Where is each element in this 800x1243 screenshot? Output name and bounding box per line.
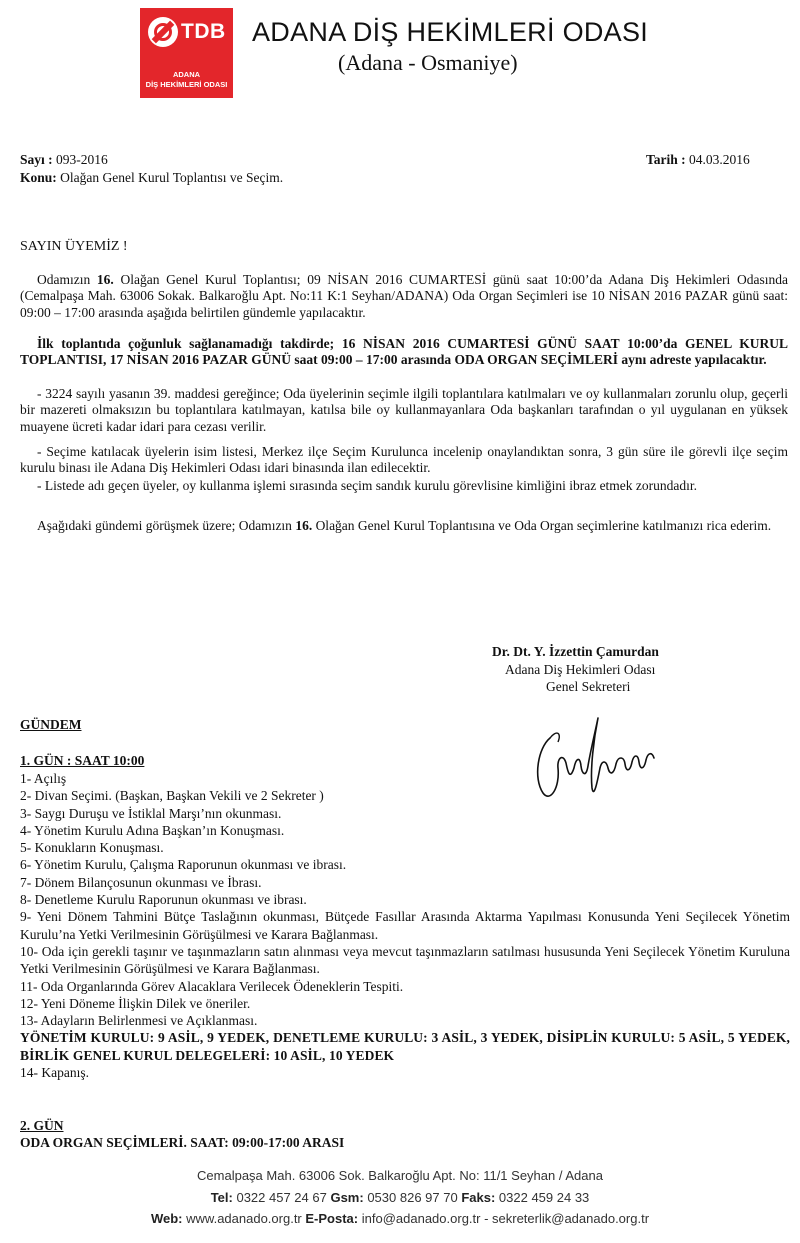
p6-text-b: 16. [295, 518, 313, 533]
paragraph-meeting-info [20, 272, 788, 321]
signatory-role: Genel Sekreteri [546, 679, 631, 694]
email-label: E-Posta: [305, 1211, 359, 1226]
paragraph-id-requirement: - Listede adı geçen üyeler, oy kullanma işlemi sırasında seçim sandık kurulu görevlisine kimliğini ibraz etmek zorundadır. [37, 478, 698, 493]
agenda-item: 1- Açılış [20, 771, 67, 786]
p1-text-a: Odamızın [37, 272, 97, 287]
agenda-item: 10- Oda için gerekli taşınır ve taşınmazların satın alınması veya mevcut taşınmazların satılması hususunda Yeni Seçilecek Yönetim Kuruluna Yetki Verilmesinin Görüşülmesi ve Karara Bağlanması. [20, 943, 790, 977]
faks-label: Faks: [461, 1190, 496, 1205]
paragraph-quorum: İlk toplantıda çoğunluk sağlanamadığı takdirde; 16 NİSAN 2016 CUMARTESİ GÜNÜ SAAT 10:00’da GENEL KURUL TOPLANTISI, 17 NİSAN 2016 PAZAR GÜNÜ saat 09:00 – 17:00 arasında ODA ORGAN SEÇİMLERİ aynı adreste yapılacaktır. [20, 336, 788, 368]
signatory-name: Dr. Dt. Y. İzzettin Çamurdan [492, 644, 659, 659]
tdb-logo [140, 8, 233, 98]
agenda-day2: 2. GÜN [20, 1118, 64, 1133]
agenda-item: 6- Yönetim Kurulu, Çalışma Raporunun okunması ve ibrası. [20, 857, 347, 873]
paragraph-voter-list: - Seçime katılacak üyelerin isim listesi, Merkez ilçe Seçim Kurulunca incelenip onaylandıktan sonra, 3 gün süre ile görevli ilçe seçim kurulu binası ile Adana Diş Hekimleri Odası idari binasında ilan edilecektir. [20, 444, 788, 476]
logo-subtitle [140, 70, 233, 90]
p1-text-b: 16. [96, 272, 114, 287]
agenda-item: 12- Yeni Döneme İlişkin Dilek ve öneriler. [20, 995, 251, 1011]
greeting: SAYIN ÜYEMİZ ! [20, 239, 128, 254]
signatory-org: Adana Diş Hekimleri Odası [505, 662, 656, 677]
agenda-item: 14- Kapanış. [20, 1065, 89, 1081]
logo-sub-line1: ADANA [172, 70, 201, 79]
agenda-item: 13- Adayların Belirlenmesi ve Açıklanması. [20, 1013, 258, 1029]
org-subtitle: (Adana - Osmaniye) [338, 50, 518, 75]
email-link[interactable]: info@adanado.org.tr - sekreterlik@adanado.org.tr [361, 1211, 650, 1226]
tdb-logo-emblem-icon [148, 17, 178, 47]
reference-number [20, 152, 108, 168]
footer-web [0, 1211, 800, 1226]
agenda-item: 8- Denetleme Kurulu Raporunun okunması ve ibrası. [20, 892, 307, 908]
agenda-item: 3- Saygı Duruşu ve İstiklal Marşı’nın okunması. [20, 805, 282, 821]
logo-text: TDB [181, 20, 226, 43]
agenda-boards: YÖNETİM KURULU: 9 ASİL, 9 YEDEK, DENETLEME KURULU: 3 ASİL, 3 YEDEK, DİSİPLİN KURULU: 5 ASİL, 5 YEDEK, BİRLİK GENEL KURUL DELEGELERİ: 10 ASİL, 10 YEDEK [20, 1030, 790, 1063]
footer-phones [0, 1190, 800, 1205]
agenda-item: 4- Yönetim Kurulu Adına Başkan’ın Konuşması. [20, 822, 285, 838]
p6-text-c: Olağan Genel Kurul Toplantısına ve Oda Organ seçimlerine katılmanızı rica ederim. [312, 518, 772, 533]
tarih-label: Tarih : [646, 152, 686, 167]
gsm-value: 0530 826 97 70 [367, 1190, 458, 1205]
org-name: ADANA DİŞ HEKİMLERİ ODASI [252, 17, 649, 47]
web-link[interactable]: www.adanado.org.tr [186, 1211, 302, 1226]
gsm-label: Gsm: [330, 1190, 364, 1205]
agenda-title: GÜNDEM [20, 717, 82, 732]
document-date [646, 152, 750, 168]
agenda-item: 9- Yeni Dönem Tahmini Bütçe Taslağının okunması, Bütçede Fasıllar Arasında Aktarma Yapılması Konusunda Yeni Seçilecek Yönetim Kurulu’na Yetki Verilmesinin Görüşülmesi ve Karara Bağlanması. [20, 909, 790, 942]
konu-label: Konu: [20, 170, 57, 185]
agenda-day1: 1. GÜN : SAAT 10:00 [20, 753, 145, 768]
agenda-list [20, 770, 790, 1081]
agenda-day2-elections: ODA ORGAN SEÇİMLERİ. SAAT: 09:00-17:00 ARASI [20, 1135, 345, 1150]
tel-label: Tel: [210, 1190, 233, 1205]
tarih-value: 04.03.2016 [689, 152, 750, 167]
logo-sub-line2: DİŞ HEKİMLERİ ODASI [145, 80, 228, 89]
faks-value: 0322 459 24 33 [498, 1190, 590, 1205]
subject-line [20, 170, 283, 186]
paragraph-invitation [20, 518, 788, 534]
agenda-item: 7- Dönem Bilançosunun okunması ve İbrası. [20, 874, 262, 890]
footer-address: Cemalpaşa Mah. 63006 Sok. Balkaroğlu Apt. No: 11/1 Seyhan / Adana [197, 1168, 603, 1183]
konu-value: Olağan Genel Kurul Toplantısı ve Seçim. [60, 170, 284, 185]
paragraph-law: - 3224 sayılı yasanın 39. maddesi gereğince; Oda üyelerinin seçimle ilgili toplantılara katılmaları ve oy kullanmaları zorunlu olup, geçerli bir mazereti olmaksızın bu toplantılara katılmayan, katılsa bile oy kullanmayanlara Oda başkanları tarafından o yıl uygulanan en yüksek muayene ücreti kadar idari para cezası verilir. [20, 386, 788, 434]
sayi-value: 093-2016 [56, 152, 108, 167]
agenda-item: 11- Oda Organlarında Görev Alacaklara Verilecek Ödeneklerin Tespiti. [20, 978, 404, 994]
sayi-label: Sayı : [20, 152, 53, 167]
agenda-item: 2- Divan Seçimi. (Başkan, Başkan Vekili ve 2 Sekreter ) [20, 788, 324, 804]
tel-value: 0322 457 24 67 [236, 1190, 327, 1205]
p1-text-c: Olağan Genel Kurul Toplantısı; 09 NİSAN 2016 CUMARTESİ günü saat 10:00’da Adana Diş Hekimleri Odasında (Cemalpaşa Mah. 63006 Sokak. Balkaroğlu Apt. No:11 K:1 Seyhan/ADANA) Oda Organ Seçimleri ise 10 NİSAN 2016 PAZAR günü saat: 09:00 – 17:00 arasında aşağıda belirtilen gündemle yapılacaktır. [20, 272, 788, 320]
agenda-item: 5- Konukların Konuşması. [20, 840, 164, 856]
web-label: Web: [150, 1211, 183, 1226]
p6-text-a: Aşağıdaki gündemi görüşmek üzere; Odamızın [37, 518, 296, 533]
